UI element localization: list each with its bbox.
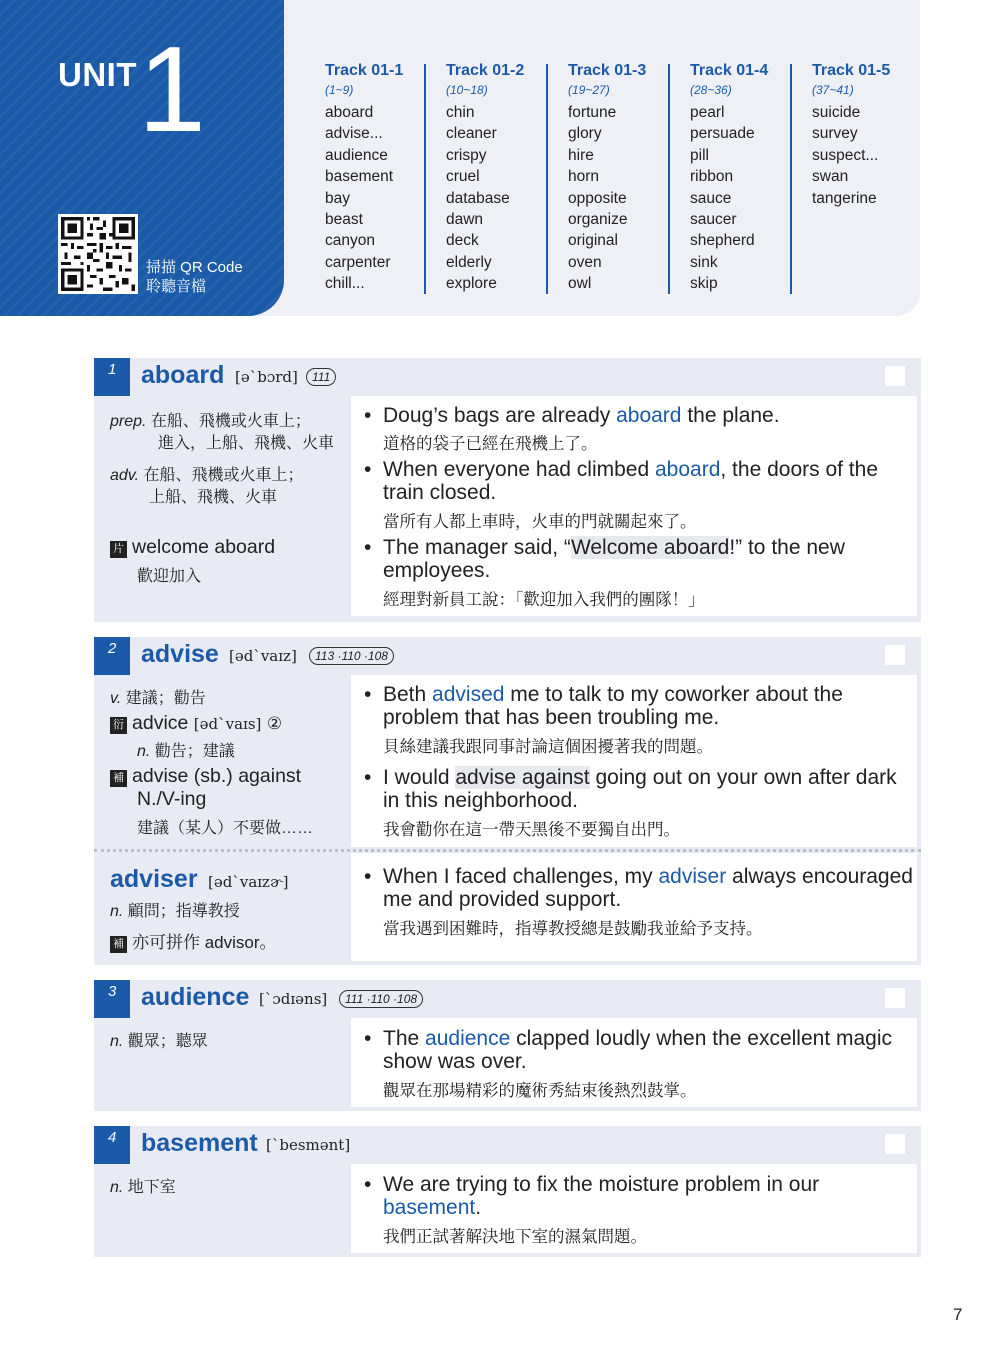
supplement-translation: 建議（某人）不要做…… [137, 820, 314, 837]
example-translation: 道格的袋子已經在飛機上了。 [383, 435, 598, 453]
part-of-speech: v. [110, 690, 122, 707]
highlight-word: adviser [658, 865, 727, 888]
entry-header [94, 358, 921, 396]
derivative-phonetic: [ədˋvaɪs] [193, 715, 262, 733]
derivative [110, 712, 282, 735]
example-text: The manager said, “ [383, 536, 571, 559]
example-column [351, 1164, 917, 1253]
supplement [110, 765, 301, 788]
bullet: • [364, 1027, 372, 1050]
column-divider [668, 64, 670, 294]
example-text: I would [383, 766, 456, 789]
track-word: explore [446, 275, 497, 293]
phrase-translation: 歡迎加入 [137, 568, 202, 585]
track-word: opposite [568, 189, 627, 207]
example-text: , the doors of the train closed. [383, 458, 878, 504]
track-column-5[interactable] [812, 62, 922, 209]
vocab-entry-audience [94, 980, 921, 1111]
example-column [351, 1018, 917, 1107]
track-word: pearl [690, 104, 725, 121]
example-text: Beth [383, 683, 433, 706]
sub-headword: adviser [110, 865, 198, 893]
track-word: advise... [325, 125, 383, 143]
track-word: organize [568, 211, 628, 229]
definition-text: 地下室 [127, 1179, 176, 1196]
track-word: chin [446, 104, 475, 121]
definition [110, 408, 311, 431]
highlight-word: aboard [616, 404, 682, 427]
track-word: survey [812, 125, 858, 143]
track-word: bay [325, 189, 350, 207]
track-word: pill [690, 146, 709, 164]
track-word: crispy [446, 146, 487, 164]
track-column-1[interactable] [325, 62, 435, 295]
track-word: chill... [325, 275, 365, 293]
definition-column [94, 675, 351, 847]
phonetic: [əˋbɔrd] [235, 368, 298, 386]
track-word: oven [568, 253, 602, 271]
vocab-entry-basement [94, 1126, 921, 1257]
phonetic: [ˋbesmənt] [266, 1136, 351, 1154]
phrase-text: welcome aboard [132, 536, 276, 558]
unit-header [0, 0, 920, 316]
definition-column [94, 853, 351, 961]
phrase [110, 536, 275, 559]
definition-text: 建議；勸告 [125, 690, 206, 707]
supplement-badge: 補 [110, 936, 127, 953]
track-word: cleaner [446, 125, 497, 143]
example-text: Doug’s bags are already [383, 404, 617, 427]
definition-text: 觀眾；聽眾 [127, 1033, 208, 1050]
checkbox[interactable] [885, 988, 905, 1008]
track-word: beast [325, 211, 363, 229]
example-column [351, 675, 917, 847]
supplement-text: advise (sb.) against [132, 765, 302, 787]
unit-banner [0, 0, 284, 316]
definition [110, 1174, 176, 1197]
track-word: hire [568, 146, 594, 164]
track-word: aboard [325, 104, 374, 121]
example-text: going out on your own after dark in this neighborhood. [383, 766, 897, 812]
derivative-word: advice [132, 712, 189, 734]
track-word: original [568, 232, 618, 250]
divider [94, 849, 921, 852]
example-text: clapped loudly when the excellent magic show was over. [383, 1027, 893, 1073]
column-divider [790, 64, 792, 294]
track-word: cruel [446, 168, 480, 186]
column-divider [546, 64, 548, 294]
track-word: carpenter [325, 253, 391, 271]
bullet: • [364, 865, 372, 888]
checkbox[interactable] [885, 1134, 905, 1154]
track-word: suspect... [812, 146, 879, 164]
track-word: basement [325, 168, 394, 186]
track-word: sink [690, 253, 718, 271]
track-word: ribbon [690, 168, 734, 186]
headword: audience [141, 983, 250, 1011]
definition [110, 462, 304, 485]
definition [110, 1028, 208, 1051]
track-title: Track 01-5 [812, 62, 891, 79]
checkbox[interactable] [885, 645, 905, 665]
phrase-highlight: Welcome aboard [570, 536, 730, 559]
part-of-speech: n. [110, 903, 124, 920]
exam-years-badge: 113 ·110 ·108 [309, 647, 394, 665]
headword: aboard [141, 361, 225, 389]
example-text: the plane. [681, 404, 780, 427]
qr-caption-line1: 掃描 QR Code [146, 259, 243, 276]
phonetic: [ˋɔdɪəns] [259, 990, 328, 1008]
track-word: shepherd [690, 232, 755, 250]
track-range: (37~41) [812, 83, 854, 97]
definition [110, 898, 240, 921]
example-text: We are trying to fix the moisture problem in our [383, 1173, 820, 1196]
exam-years-badge: 111 ·110 ·108 [339, 990, 423, 1008]
track-title: Track 01-3 [568, 62, 647, 79]
page-number: 7 [953, 1305, 963, 1324]
derivative-definition [137, 738, 235, 761]
phonetic: [ədˋvaɪzɚ] [208, 873, 289, 891]
track-word: swan [812, 168, 849, 186]
definition-text: 在船、飛機或火車上； [143, 467, 304, 484]
example-text: !” to the new employees. [383, 536, 845, 582]
example-translation: 經理對新員工說：「歡迎加入我們的團隊！」 [383, 591, 705, 609]
track-word: dawn [446, 211, 484, 229]
entry-header [94, 1126, 921, 1164]
example-text: The [383, 1027, 426, 1050]
part-of-speech: adv. [110, 467, 140, 484]
bullet: • [364, 683, 372, 706]
bullet: • [364, 404, 372, 427]
track-word: audience [325, 146, 388, 164]
highlight-word: advised [432, 683, 505, 706]
vocab-entry-aboard [94, 358, 921, 622]
entry-number: 1 [94, 358, 130, 396]
track-word: horn [568, 168, 600, 186]
track-column-4[interactable] [690, 62, 800, 295]
track-word: sauce [690, 189, 732, 207]
headword: advise [141, 640, 219, 668]
example-translation: 當我遇到困難時，指導教授總是鼓勵我並給予支持。 [383, 920, 763, 938]
track-word: tangerine [812, 189, 877, 207]
sub-entry-head [110, 865, 288, 894]
track-range: (1~9) [325, 83, 354, 97]
part-of-speech: n. [110, 1179, 124, 1196]
track-title: Track 01-1 [325, 62, 404, 79]
unit-label: UNIT [58, 56, 137, 93]
example-column [351, 853, 917, 961]
highlight-word: basement [383, 1196, 476, 1219]
track-column-2[interactable] [446, 62, 556, 295]
track-word: fortune [568, 104, 617, 121]
track-word: elderly [446, 253, 492, 271]
definition [110, 685, 206, 708]
bullet: • [364, 1173, 372, 1196]
example-translation: 我會勸你在這一帶天黑後不要獨自出門。 [383, 821, 680, 839]
track-word: owl [568, 275, 592, 293]
entry-header [94, 980, 921, 1018]
example-translation: 貝絲建議我跟同事討論這個困擾著我的問題。 [383, 738, 713, 756]
supplement-text: N./V-ing [137, 788, 207, 810]
part-of-speech: n. [110, 1033, 124, 1050]
example-translation: 當所有人都上車時，火車的門就關起來了。 [383, 513, 697, 531]
supplement-text: 亦可拼作 advisor。 [132, 933, 277, 952]
example-text: When I faced challenges, my [383, 865, 659, 888]
example-translation: 觀眾在那場精彩的魔術秀結束後熱烈鼓掌。 [383, 1082, 697, 1100]
qr-code[interactable] [58, 214, 138, 294]
entry-number: 3 [94, 980, 130, 1018]
definition-text: 勸告；建議 [154, 743, 235, 760]
track-word: suicide [812, 104, 861, 121]
bullet: • [364, 766, 372, 789]
exam-years-badge: 111 [306, 368, 336, 386]
definition-text: 上船、飛機、火車 [149, 489, 278, 506]
example-text: When everyone had climbed [383, 458, 655, 481]
track-word: database [446, 189, 510, 207]
track-range: (10~18) [446, 83, 488, 97]
definition-text: 進入，上船、飛機、火車 [158, 435, 335, 452]
bullet: • [364, 536, 372, 559]
part-of-speech: n. [137, 743, 151, 760]
entry-number: 2 [94, 637, 130, 675]
highlight-word: audience [425, 1027, 511, 1050]
qr-caption [146, 258, 243, 296]
track-word: canyon [325, 232, 375, 250]
track-title: Track 01-4 [690, 62, 769, 79]
highlight-word: aboard [655, 458, 721, 481]
unit-number: 1 [138, 21, 206, 157]
level-mark: ② [266, 714, 283, 733]
vocab-entry-advise [94, 637, 921, 965]
supplement [110, 928, 277, 953]
qr-caption-line2: 聆聽音檔 [146, 278, 207, 295]
track-word: persuade [690, 125, 755, 143]
track-word: saucer [690, 211, 737, 229]
bullet: • [364, 458, 372, 481]
example-text: . [475, 1196, 482, 1219]
phrase-highlight: advise against [455, 766, 590, 789]
track-title: Track 01-2 [446, 62, 525, 79]
track-range: (28~36) [690, 83, 732, 97]
phrase-badge: 片 [110, 541, 127, 558]
example-text: me to talk to my coworker about the problem that has been troubling me. [383, 683, 843, 729]
track-word: deck [446, 232, 479, 250]
example-text: always encouraged me and provided support. [383, 865, 913, 911]
entry-number: 4 [94, 1126, 130, 1164]
example-column [351, 396, 917, 616]
phonetic: [ədˋvaɪz] [229, 647, 297, 665]
track-word: glory [568, 125, 602, 143]
track-range: (19~27) [568, 83, 610, 97]
part-of-speech: prep. [110, 413, 147, 430]
example-translation: 我們正試著解決地下室的濕氣問題。 [383, 1228, 647, 1246]
supplement-badge: 補 [110, 770, 127, 787]
entry-header [94, 637, 921, 675]
track-column-3[interactable] [568, 62, 678, 295]
headword: basement [141, 1129, 258, 1157]
track-word: skip [690, 275, 718, 293]
checkbox[interactable] [885, 366, 905, 386]
definition-text: 顧問；指導教授 [127, 903, 240, 920]
derivative-badge: 衍 [110, 717, 127, 734]
definition-text: 在船、飛機或火車上； [150, 413, 311, 430]
column-divider [424, 64, 426, 294]
